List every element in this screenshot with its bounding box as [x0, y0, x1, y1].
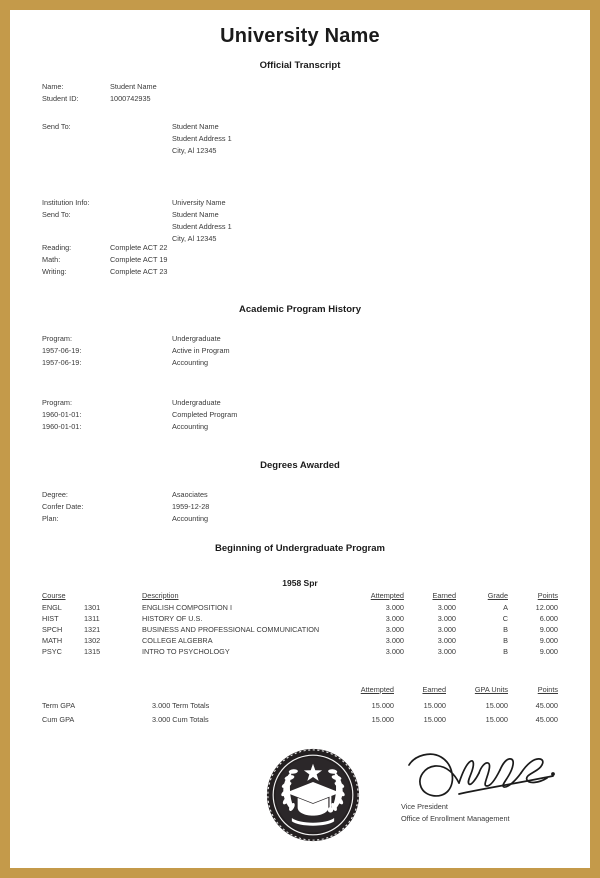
plan-label: Plan:: [42, 514, 59, 523]
test-score-row: [42, 254, 282, 266]
column-header-points: Points: [537, 685, 558, 694]
column-header-attempted: Attempted: [370, 591, 404, 600]
course-description: HISTORY OF U.S.: [142, 614, 203, 623]
program-history-row: [42, 397, 382, 409]
course-earned: 3.000: [437, 636, 456, 645]
confer-date-label: Confer Date:: [42, 502, 84, 511]
course-number: 1301: [84, 603, 101, 612]
program-history-row: [42, 345, 382, 357]
table-row: [42, 710, 558, 724]
test-score-value: Complete ACT 19: [110, 255, 168, 264]
send-to-row: [42, 121, 382, 157]
program-history-row: [42, 409, 382, 421]
institution-send-to-label: Send To:: [42, 210, 71, 219]
course-grade: C: [502, 614, 508, 623]
term-gpa-attempted: 15.000: [371, 701, 394, 710]
degree-value: Asaociates: [172, 490, 208, 499]
courses-table-wrap: [42, 591, 558, 657]
degree-row: [42, 489, 382, 501]
term-gpa-points: 45.000: [535, 701, 558, 710]
institution-line-3: Student Address 1: [172, 222, 232, 231]
column-header-earned: Earned: [432, 591, 456, 600]
term-gpa-earned: 15.000: [423, 701, 446, 710]
send-to-line-2: Student Address 1: [172, 134, 232, 143]
program-history-label: Program:: [42, 398, 73, 407]
course-number: 1321: [84, 625, 101, 634]
program-history-label: Program:: [42, 334, 73, 343]
column-header-course-number: [84, 591, 142, 602]
column-header-gpa-units: GPA Units: [474, 685, 508, 694]
term-gpa-description: 3.000 Term Totals: [152, 701, 210, 710]
student-identity: [42, 81, 342, 105]
course-subject: PSYC: [42, 647, 62, 656]
program-history-value: Undergraduate: [172, 398, 221, 407]
degrees-awarded-title: Degrees Awarded: [260, 460, 340, 471]
student-name-row: [42, 81, 342, 93]
course-attempted: 3.000: [385, 647, 404, 656]
course-grade: B: [503, 636, 508, 645]
program-history-group-2: [42, 397, 382, 433]
student-name-label: Name:: [42, 82, 64, 91]
term-gpa-units: 15.000: [485, 701, 508, 710]
test-score-value: Complete ACT 23: [110, 267, 168, 276]
signer-title: Vice President: [401, 802, 448, 811]
course-number: 1311: [84, 614, 100, 623]
program-history-value: Accounting: [172, 358, 209, 367]
student-id-value: 1000742935: [110, 94, 151, 103]
course-points: 9.000: [539, 625, 558, 634]
signature-dot: [551, 772, 555, 776]
cum-gpa-units: 15.000: [485, 715, 508, 724]
totals-header-spacer-2: [152, 685, 332, 696]
course-attempted: 3.000: [385, 625, 404, 634]
program-history-label: 1957-06-19:: [42, 346, 82, 355]
course-grade: B: [503, 647, 508, 656]
column-header-attempted: Attempted: [360, 685, 394, 694]
signature-icon: [401, 749, 571, 801]
course-number: 1315: [84, 647, 101, 656]
course-earned: 3.000: [437, 614, 456, 623]
test-score-label: Reading:: [42, 243, 72, 252]
totals-header-spacer-1: [42, 685, 152, 696]
institution-info-row: [42, 197, 382, 245]
institution-info-labels: [42, 197, 172, 245]
column-header-points: Points: [537, 591, 558, 600]
institution-line-1: University Name: [172, 198, 226, 207]
page-title: University Name: [220, 25, 380, 47]
column-header-course: Course: [42, 591, 66, 600]
course-subject: ENGL: [42, 603, 62, 612]
program-begin-title: Beginning of Undergraduate Program: [215, 543, 385, 554]
program-history-label: 1960-01-01:: [42, 410, 82, 419]
course-earned: 3.000: [437, 625, 456, 634]
signature-block: [401, 749, 581, 825]
degree-row: [42, 513, 382, 525]
course-description: INTRO TO PSYCHOLOGY: [142, 647, 230, 656]
send-to-line-1: Student Name: [172, 122, 219, 131]
table-row: [42, 613, 558, 624]
signer-office: Office of Enrollment Management: [401, 814, 510, 823]
course-points: 9.000: [539, 636, 558, 645]
degrees-block: [42, 489, 382, 525]
table-row: [42, 602, 558, 613]
program-history-label: 1960-01-01:: [42, 422, 82, 431]
program-history-row: [42, 357, 382, 369]
course-attempted: 3.000: [385, 614, 404, 623]
courses-header-row: [42, 591, 558, 602]
courses-table: [42, 591, 558, 657]
course-number: 1302: [84, 636, 101, 645]
totals-table-wrap: [42, 685, 558, 724]
course-description: COLLEGE ALGEBRA: [142, 636, 213, 645]
program-history-value: Undergraduate: [172, 334, 221, 343]
plan-value: Accounting: [172, 514, 209, 523]
course-attempted: 3.000: [385, 603, 404, 612]
column-header-description: Description: [142, 591, 179, 600]
send-to-label: Send To:: [42, 122, 71, 131]
test-scores-block: [42, 242, 282, 278]
totals-table: [42, 685, 558, 724]
student-id-label: Student ID:: [42, 94, 79, 103]
course-attempted: 3.000: [385, 636, 404, 645]
table-row: [42, 646, 558, 657]
institution-info-block: [42, 197, 382, 245]
send-to-block: [42, 121, 382, 157]
totals-header-row: [42, 685, 558, 696]
column-header-grade: Grade: [487, 591, 508, 600]
send-to-line-3: City, Al 12345: [172, 146, 217, 155]
program-begin-heading-wrap: [13, 543, 587, 554]
course-grade: A: [503, 603, 508, 612]
table-row: [42, 635, 558, 646]
course-subject: SPCH: [42, 625, 63, 634]
cum-gpa-points: 45.000: [535, 715, 558, 724]
confer-date-value: 1959-12-28: [172, 502, 210, 511]
program-history-heading-wrap: [13, 304, 587, 315]
program-history-title: Academic Program History: [239, 304, 361, 315]
institution-line-2: Student Name: [172, 210, 219, 219]
test-score-label: Math:: [42, 255, 61, 264]
course-points: 6.000: [539, 614, 558, 623]
table-row: [42, 696, 558, 710]
program-history-value: Active in Program: [172, 346, 230, 355]
transcript-sheet: [13, 13, 587, 865]
course-earned: 3.000: [437, 647, 456, 656]
program-history-group-1: [42, 333, 382, 369]
student-name-value: Student Name: [110, 82, 157, 91]
degree-row: [42, 501, 382, 513]
course-points: 9.000: [539, 647, 558, 656]
column-header-earned: Earned: [422, 685, 446, 694]
cum-gpa-attempted: 15.000: [371, 715, 394, 724]
institution-info-label: Institution Info:: [42, 198, 90, 207]
program-history-label: 1957-06-19:: [42, 358, 82, 367]
test-score-row: [42, 242, 282, 254]
course-subject: HIST: [42, 614, 59, 623]
program-history-row: [42, 421, 382, 433]
cum-gpa-label: Cum GPA: [42, 715, 75, 724]
program-history-row: [42, 333, 382, 345]
course-points: 12.000: [535, 603, 558, 612]
table-row: [42, 624, 558, 635]
course-description: BUSINESS AND PROFESSIONAL COMMUNICATION: [142, 625, 320, 634]
program-history-value: Completed Program: [172, 410, 238, 419]
term-name: 1958 Spr: [282, 578, 318, 588]
student-id-row: [42, 93, 342, 105]
institution-line-4: City, Al 12345: [172, 234, 217, 243]
degree-label: Degree:: [42, 490, 68, 499]
course-earned: 3.000: [437, 603, 456, 612]
course-description: ENGLISH COMPOSITION I: [142, 603, 233, 612]
test-score-label: Writing:: [42, 267, 67, 276]
course-grade: B: [503, 625, 508, 634]
cum-gpa-description: 3.000 Cum Totals: [152, 715, 209, 724]
term-gpa-label: Term GPA: [42, 701, 76, 710]
document-footer: [13, 747, 587, 857]
institution-address: [172, 197, 382, 245]
degrees-heading-wrap: [13, 460, 587, 471]
test-score-value: Complete ACT 22: [110, 243, 168, 252]
test-score-row: [42, 266, 282, 278]
term-heading-wrap: [13, 578, 587, 588]
university-seal-icon: [265, 747, 361, 843]
cum-gpa-earned: 15.000: [423, 715, 446, 724]
document-type: Official Transcript: [259, 60, 341, 71]
program-history-value: Accounting: [172, 422, 209, 431]
send-to-address: [172, 121, 382, 157]
course-subject: MATH: [42, 636, 63, 645]
